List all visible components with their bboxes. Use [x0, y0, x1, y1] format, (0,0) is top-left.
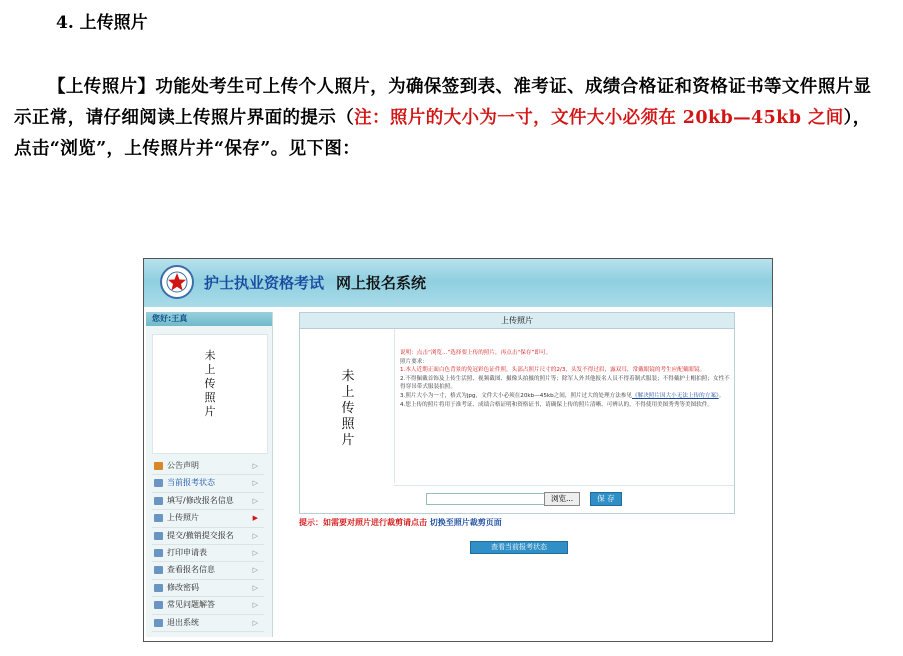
system-title-exam: 护士执业资格考试	[204, 274, 325, 292]
chevron-right-icon: ▷	[252, 566, 258, 575]
upload-photo-screenshot	[143, 258, 773, 642]
notes-item-4: 4.您上传的照片将用于准考证、成绩合格证明和资格证书，请确保上传的照片清晰、可辨认的，不得使用美图秀秀等美图软件。	[400, 401, 713, 408]
crop-page-link[interactable]: 切换至照片裁剪页面	[429, 517, 502, 527]
chevron-right-icon: ▷	[252, 531, 258, 540]
no-photo-char: 上	[341, 385, 355, 400]
document-icon	[154, 497, 163, 505]
menu-item-view-info[interactable]	[152, 562, 264, 579]
greeting: 您好:王真	[146, 312, 272, 326]
chevron-right-icon: ▷	[252, 583, 258, 592]
notes-item-3-text: 3.照片大小为一寸，格式为jpg，文件大小必须在20kb—45kb之间，照片过大的处理方法参见	[400, 392, 632, 399]
notes-intro: 说明：点击“浏览...”选择要上传的照片，再点击“保存”即可。	[400, 350, 552, 356]
notes-item-3	[400, 392, 730, 401]
sidebar	[146, 312, 273, 637]
section-heading: 4. 上传照片	[56, 13, 148, 33]
document-icon	[154, 532, 163, 540]
menu-item-label: 退出系统	[167, 617, 199, 627]
chevron-right-icon: ▶	[252, 514, 258, 523]
system-banner	[144, 259, 772, 307]
menu-item-print[interactable]	[152, 545, 264, 562]
crop-tip-text: 提示：如需要对照片进行裁剪请点击	[299, 517, 427, 527]
panel-photo-placeholder	[300, 329, 395, 483]
no-photo-char: 片	[341, 433, 355, 448]
notes-item-3-end: 。	[718, 392, 725, 399]
document-icon	[154, 619, 163, 627]
no-photo-char: 未	[204, 349, 216, 362]
no-photo-char: 照	[341, 417, 355, 432]
menu-item-label: 填写/修改报名信息	[167, 495, 234, 505]
intro-note: 注：照片的大小为一寸，文件大小必须在 20kb—45kb 之间	[354, 108, 844, 128]
save-button[interactable]: 保 存	[590, 492, 622, 506]
browse-button[interactable]: 浏览...	[544, 492, 580, 506]
menu-item-submit[interactable]	[152, 528, 264, 545]
menu-item-logout[interactable]	[152, 615, 264, 632]
document-icon	[154, 514, 163, 522]
panel-title: 上传照片	[300, 313, 734, 329]
no-photo-text	[203, 349, 217, 419]
no-photo-char: 未	[341, 369, 355, 384]
system-title-registration: 网上报名系统	[336, 274, 427, 292]
chevron-right-icon: ▷	[252, 618, 258, 627]
menu-item-status[interactable]	[152, 475, 264, 492]
upload-row	[394, 485, 734, 512]
no-photo-char: 片	[204, 405, 216, 418]
upload-panel	[299, 312, 735, 514]
menu-item-label: 提交/撤销提交报名	[167, 530, 234, 540]
intro-text-1: 【上传照片】功能处考生可上传个人照片，为确保签到表、准考证、成绩合格证和资格证书等文件照片显示正常，请仔细阅读上传照片界面的提示（	[14, 77, 872, 128]
no-photo-char: 上	[204, 363, 216, 376]
menu-item-upload-photo[interactable]	[152, 510, 264, 527]
photo-requirements	[400, 349, 730, 409]
menu-item-label: 常见问题解答	[167, 600, 215, 610]
menu-item-label: 修改密码	[167, 582, 199, 592]
no-photo-text	[340, 369, 356, 449]
menu-item-label: 查看报名信息	[167, 565, 215, 575]
chevron-right-icon: ▷	[252, 601, 258, 610]
emblem-icon	[160, 265, 194, 299]
menu-item-edit-info[interactable]	[152, 493, 264, 510]
notes-req-title: 照片要求：	[400, 358, 428, 365]
document-icon	[154, 584, 163, 592]
menu-item-label: 打印申请表	[167, 547, 207, 557]
menu-item-change-password[interactable]	[152, 580, 264, 597]
home-icon	[154, 462, 163, 470]
menu-item-announcements[interactable]	[152, 458, 264, 475]
chevron-right-icon: ▷	[252, 462, 258, 470]
resize-solution-link[interactable]: 《解决照片因大小无法上传的方案》	[632, 392, 719, 399]
chevron-right-icon: ▷	[252, 479, 258, 488]
chevron-right-icon: ▷	[252, 496, 258, 505]
crop-tip	[299, 517, 502, 528]
sidebar-photo-placeholder	[152, 334, 268, 454]
menu-item-faq[interactable]	[152, 597, 264, 614]
no-photo-char: 照	[204, 391, 216, 404]
no-photo-char: 传	[204, 377, 216, 390]
menu-item-label: 公告声明	[167, 461, 199, 470]
no-photo-char: 传	[341, 401, 355, 416]
document-icon	[154, 479, 163, 487]
printer-icon	[154, 549, 163, 557]
menu-item-label: 上传照片	[167, 513, 199, 523]
notes-item-2: 2.不得佩戴首饰及上传生活照、视频截图、摄像头拍摄的照片等；除军人外其他报名人员不得着制式服装；不得戴护士帽拍照；女性不得穿吊带式服装拍照。	[400, 375, 730, 391]
view-status-button[interactable]: 查看当前报考状态	[470, 541, 568, 554]
document-icon	[154, 566, 163, 574]
menu-item-label: 当前报考状态	[167, 478, 215, 488]
intro-paragraph	[14, 72, 876, 165]
notes-item-1: 1.本人近期正面白色背景的免冠彩色证件照，头部占照片尺寸的2/3，头发不得过眉，露双耳，常戴眼镜的考生应配戴眼镜。	[400, 367, 706, 374]
chevron-right-icon: ▷	[252, 548, 258, 557]
document-icon	[154, 601, 163, 609]
intro-text-2: ），点击“浏览”，上传照片并“保存”。见下图：	[14, 108, 871, 159]
sidebar-menu	[152, 458, 264, 632]
